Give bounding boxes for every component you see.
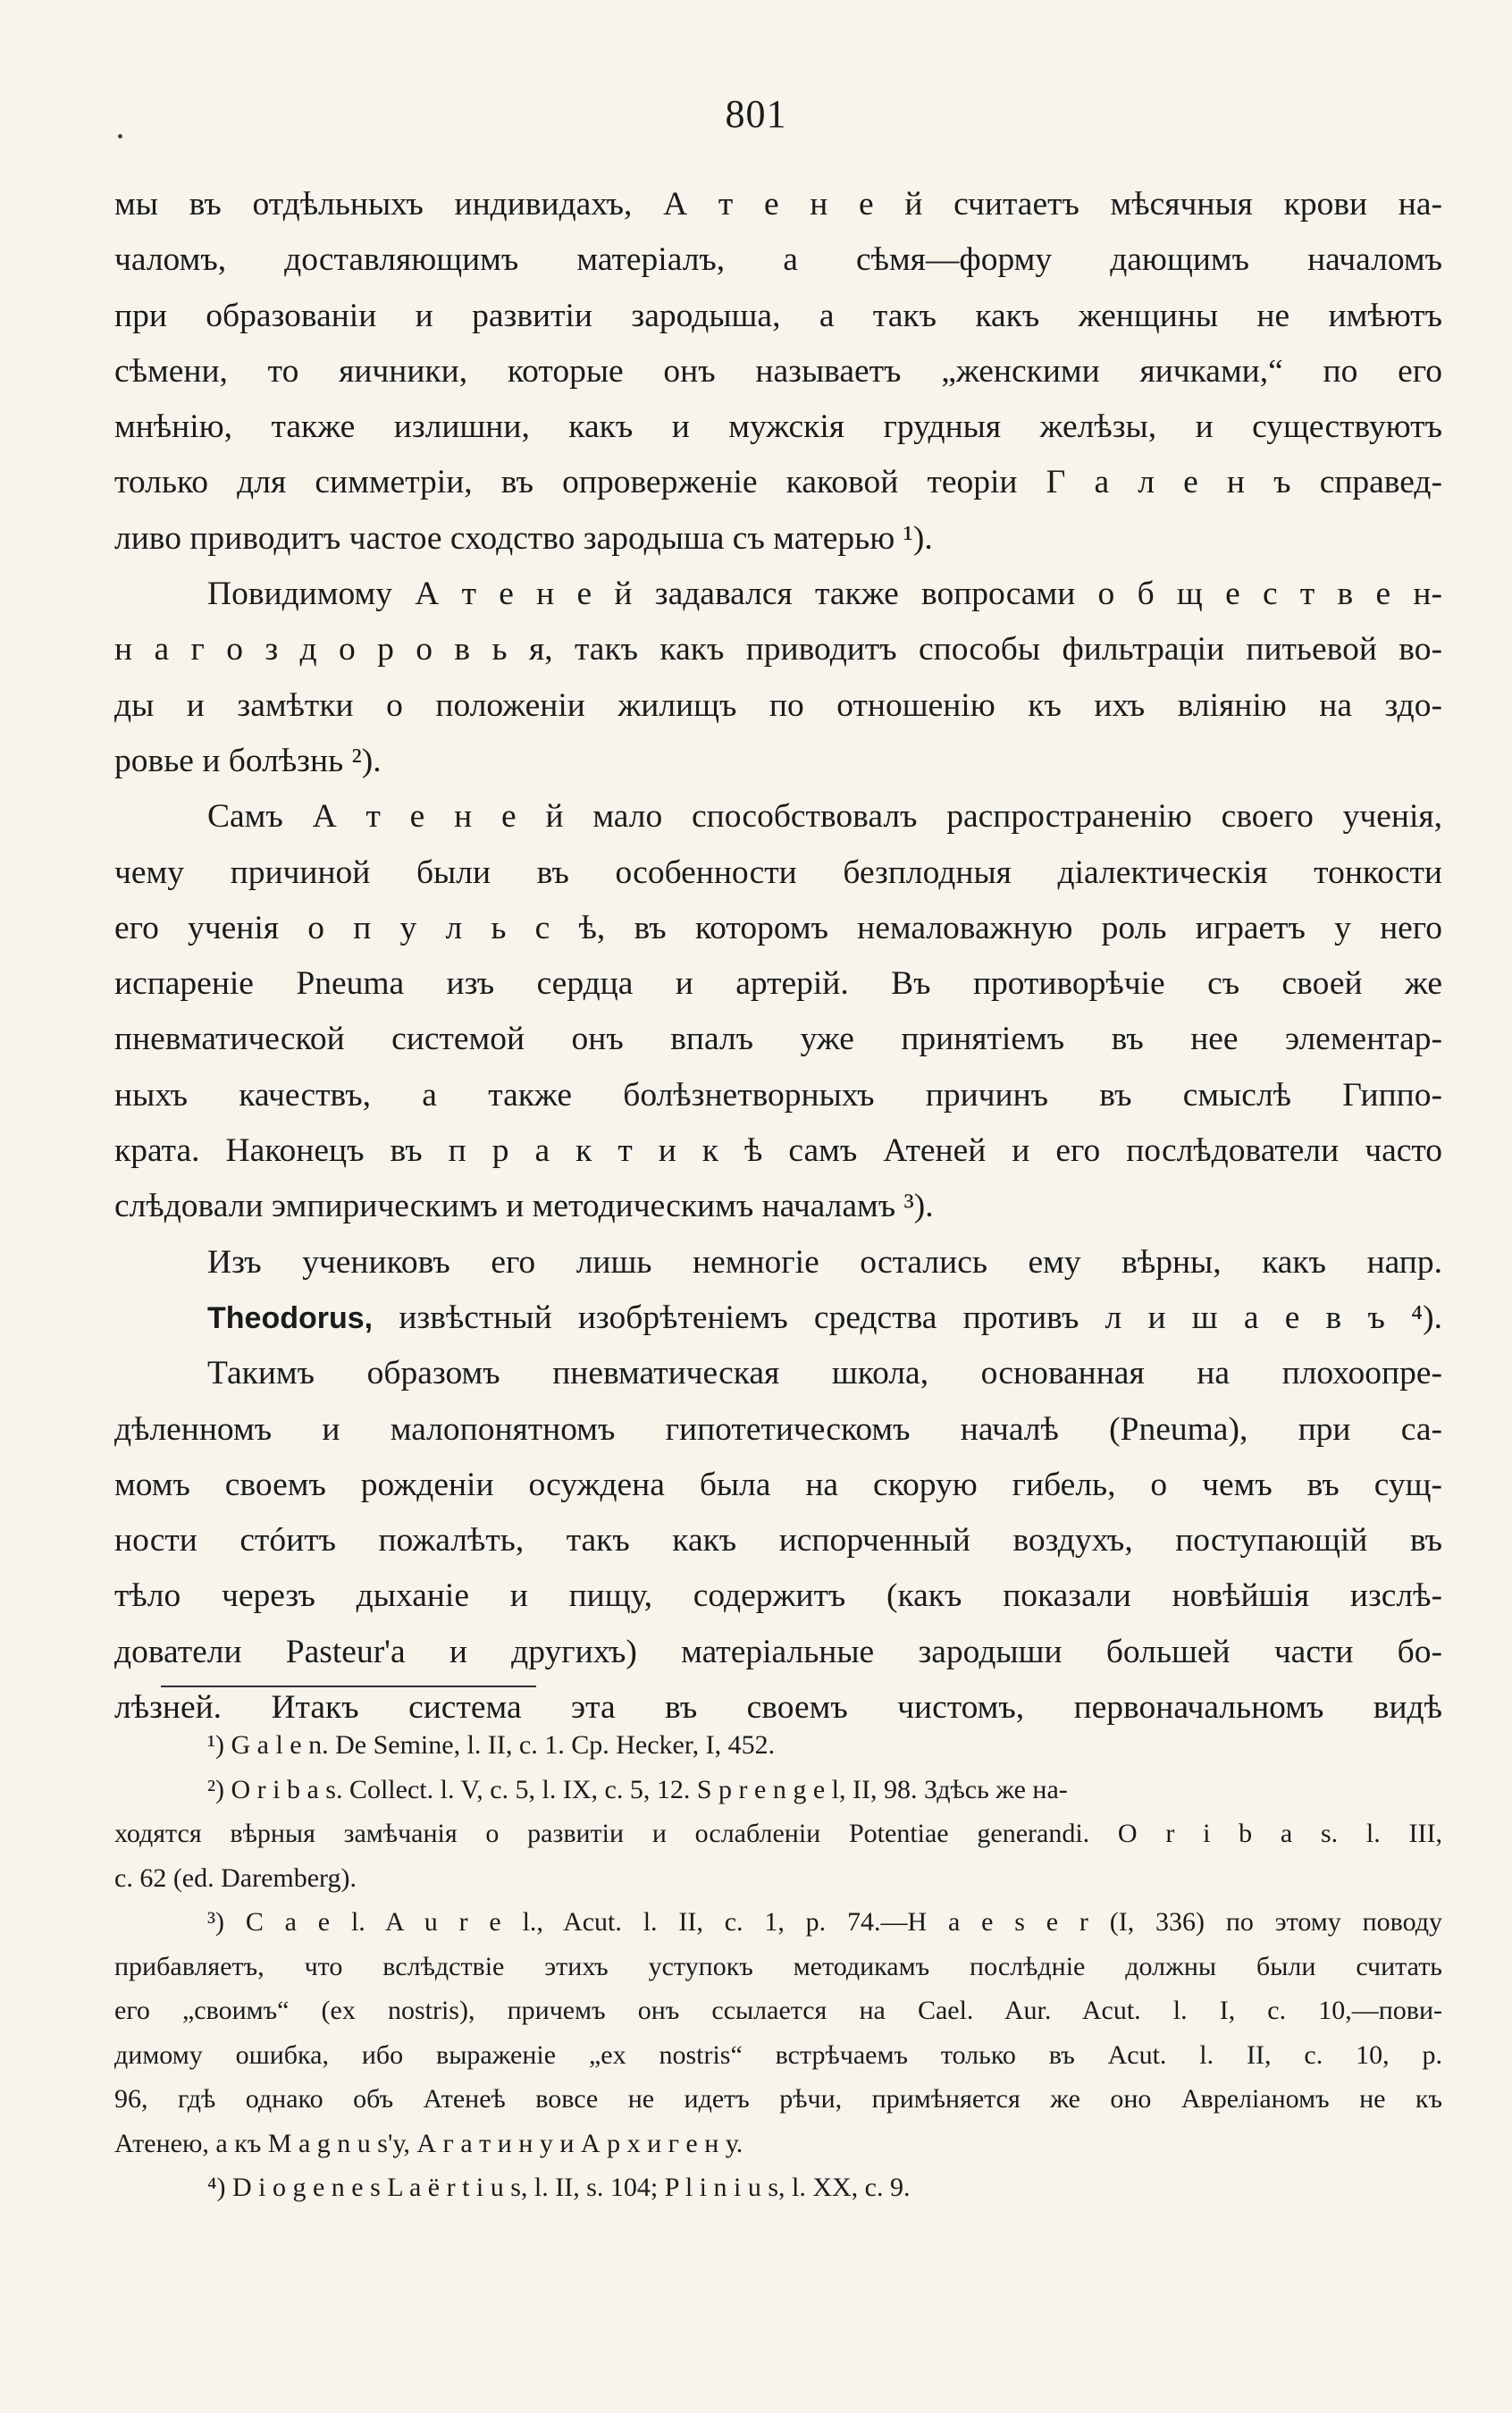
footnote-3-line: его „своимъ“ (ex nostris), причемъ онъ ссылается на Cael. Aur. Acut. l. I, c. 10,—пови- [114,1996,1442,2025]
paragraph-3-line: Самъ А т е н е й мало способствовалъ распространенію своего ученія, [207,798,1442,836]
footnote-2-line: ходятся вѣрныя замѣчанія о развитіи и ослабленіи Potentiae generandi. O r i b a s. l. III, [114,1819,1442,1848]
paragraph-4-line: Изъ учениковъ его лишь немногіе остались ему вѣрны, какъ напр. [207,1243,1442,1281]
paragraph-3-line: испареніе Pneuma изъ сердца и артерій. Въ противорѣчіе съ своей же [114,965,1442,1003]
paragraph-1-line: при образованіи и развитіи зародыша, а такъ какъ женщины не имѣютъ [114,297,1442,334]
footnote-2-line: c. 62 (ed. Daremberg). [114,1862,357,1893]
paragraph-1-line: мнѣнію, также излишни, какъ и мужскія грудныя желѣзы, и существуютъ [114,408,1442,446]
footnote-1: ¹) G a l e n. De Semine, l. II, c. 1. Cp. Hecker, I, 452. [207,1730,776,1760]
paragraph-3-line: его ученія о п у л ь с ѣ, въ которомъ немаловажную роль играетъ у него [114,909,1442,946]
paragraph-1-line: сѣмени, то яичники, которые онъ называетъ „женскими яичками,“ по его [114,352,1442,390]
paragraph-2-line: Повидимому А т е н е й задавался также вопросами о б щ е с т в е н- [207,576,1442,613]
footnote-3-line: Атенею, а къ M a g n u s'у, А г а т и н у и А р х и г е н у. [114,2128,743,2158]
paragraph-6-line: лѣзней. Итакъ система эта въ своемъ чистомъ, первоначальномъ видѣ [114,1689,1442,1727]
theodorus-name: Theodorus, [207,1300,374,1335]
paragraph-3-line: крата. Наконецъ въ п р а к т и к ѣ самъ Атеней и его послѣдователи часто [114,1132,1442,1170]
paragraph-1-line: ливо приводитъ частое сходство зародыша съ матерью ¹). [114,519,933,557]
paragraph-6-line: ности стóитъ пожалѣть, такъ какъ испорченный воздухъ, поступающій въ [114,1522,1442,1560]
page-number: 801 [725,92,787,136]
paragraph-1-line: чаломъ, доставляющимъ матеріалъ, а сѣмя—форму дающимъ началомъ [114,241,1442,279]
footnote-divider [161,1686,536,1687]
footnote-3-line: ³) C a e l. A u r e l., Acut. l. II, c. 1, p. 74.—H a e s e r (I, 336) по этому поводу [207,1907,1442,1937]
theodorus-description: извѣстный изобрѣтеніемъ средства противъ л и ш а е в ъ ⁴). [373,1299,1442,1336]
footnotes [114,1723,1442,2210]
footnote-3-line: димому ошибка, ибо выраженіе „ex nostris“ встрѣчаемъ только въ Acut. l. II, c. 10, p. [114,2039,1442,2070]
footnote-4: ⁴) D i o g e n e s L a ë r t i u s, l. II, s. 104; P l i n i u s, l. XX, c. 9. [207,2173,911,2202]
paragraph-1-line: мы въ отдѣльныхъ индивидахъ, А т е н е й считаетъ мѣсячныя крови на- [114,186,1442,223]
paragraph-3-line: ныхъ качествъ, а также болѣзнетворныхъ причинъ въ смыслѣ Гиппо- [114,1076,1442,1114]
paragraph-2-line: н а г о з д о р о в ь я, такъ какъ приводитъ способы фильтраціи питьевой во- [114,631,1442,668]
main-text [114,177,1442,1736]
paragraph-3-line: чему причиной были въ особенности безплодныя діалектическія тонкости [114,853,1442,891]
paragraph-3-line: слѣдовали эмпирическимъ и методическимъ началамъ ³). [114,1188,934,1225]
footnote-2-line: ²) O r i b a s. Collect. l. V, c. 5, l. IX, c. 5, 12. S p r e n g e l, II, 98. Здѣсь же на- [207,1774,1068,1804]
footnote-3-line: прибавляетъ, что вслѣдствіе этихъ уступокъ методикамъ послѣдніе должны были считать [114,1951,1442,1981]
paragraph-2-line: ды и замѣтки о положеніи жилищъ по отношенію къ ихъ вліянію на здо- [114,686,1442,724]
paragraph-1-line: только для симметріи, въ опроверженіе каковой теоріи Г а л е н ъ справед- [114,464,1442,501]
footnote-3-line: 96, гдѣ однако объ Атенеѣ вовсе не идетъ рѣчи, примѣняется же оно Авреліаномъ не къ [114,2084,1442,2114]
paragraph-6-line: тѣло черезъ дыханіе и пищу, содержитъ (какъ показали новѣйшія изслѣ- [114,1577,1442,1615]
paragraph-2-line: ровье и болѣзнь ²). [114,742,382,779]
paragraph-3-line: пневматической системой онъ впалъ уже принятіемъ въ нее элементар- [114,1021,1442,1058]
paragraph-5-line [114,1291,1442,1346]
paragraph-6-line: момъ своемъ рожденіи осуждена была на скорую гибель, о чемъ въ сущ- [114,1466,1442,1503]
paragraph-6-line: дѣленномъ и малопонятномъ гипотетическомъ началѣ (Pneuma), при са- [114,1410,1442,1448]
paragraph-6-line: Такимъ образомъ пневматическая школа, основанная на плохоопре- [207,1355,1442,1392]
paragraph-6-line: дователи Pasteur'a и другихъ) матеріальные зародыши большей части бо- [114,1633,1442,1670]
